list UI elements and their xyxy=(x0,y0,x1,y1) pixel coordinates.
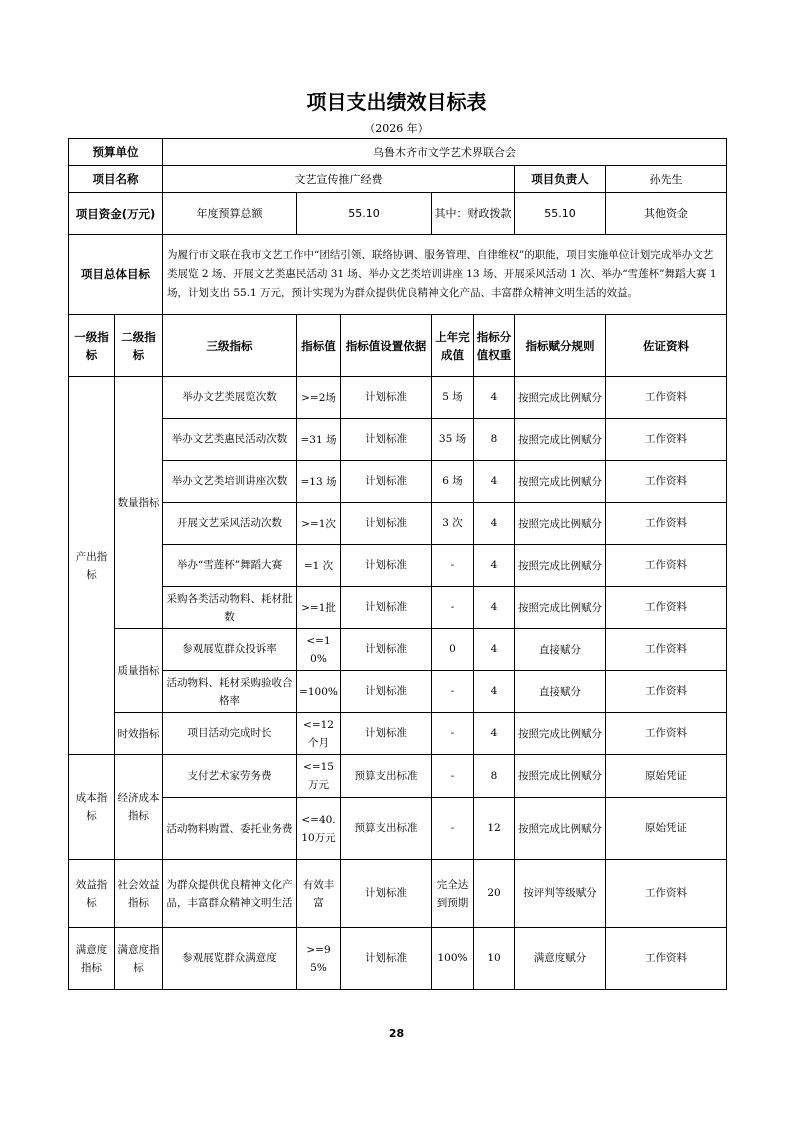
indicator-value: >=1批 xyxy=(297,587,341,629)
indicator-name: 参观展览群众满意度 xyxy=(163,928,297,990)
indicator-value: =100% xyxy=(297,671,341,713)
indicator-evidence: 工作资料 xyxy=(606,928,727,990)
indicator-basis: 计划标准 xyxy=(341,713,432,755)
indicator-evidence: 工作资料 xyxy=(606,671,727,713)
group-benefit: 效益指标 xyxy=(69,860,115,928)
indicator-basis: 计划标准 xyxy=(341,671,432,713)
funds-fiscal-label: 其中：财政拨款 xyxy=(432,193,515,235)
header-level1: 一级指标 xyxy=(69,315,115,377)
group-satisfaction-2: 满意度指标 xyxy=(115,928,163,990)
funds-label: 项目资金(万元) xyxy=(69,193,163,235)
indicator-last: 5 场 xyxy=(432,377,474,419)
indicator-last: 完全达到预期 xyxy=(432,860,474,928)
indicator-evidence: 工作资料 xyxy=(606,713,727,755)
indicator-basis: 计划标准 xyxy=(341,503,432,545)
table-row xyxy=(69,461,727,503)
indicator-last: - xyxy=(432,587,474,629)
indicator-basis: 计划标准 xyxy=(341,860,432,928)
indicator-value: <=40.10万元 xyxy=(297,798,341,860)
project-value: 文艺宣传推广经费 xyxy=(163,166,515,193)
indicator-name: 采购各类活动物料、耗材批数 xyxy=(163,587,297,629)
indicator-value: =1 次 xyxy=(297,545,341,587)
header-basis: 指标值设置依据 xyxy=(341,315,432,377)
indicator-last: - xyxy=(432,713,474,755)
indicator-rule: 按照完成比例赋分 xyxy=(515,755,606,798)
indicator-rule: 按照完成比例赋分 xyxy=(515,461,606,503)
indicator-last: - xyxy=(432,755,474,798)
indicator-value: >=2场 xyxy=(297,377,341,419)
indicator-rule: 满意度赋分 xyxy=(515,928,606,990)
owner-value: 孙先生 xyxy=(606,166,727,193)
indicator-weight: 4 xyxy=(474,587,515,629)
indicator-weight: 4 xyxy=(474,713,515,755)
table-row xyxy=(69,928,727,990)
indicator-last: 35 场 xyxy=(432,419,474,461)
indicator-basis: 计划标准 xyxy=(341,928,432,990)
indicator-value: >=95% xyxy=(297,928,341,990)
group-social: 社会效益指标 xyxy=(115,860,163,928)
header-row xyxy=(69,315,727,377)
group-satisfaction: 满意度指标 xyxy=(69,928,115,990)
indicator-rule: 按照完成比例赋分 xyxy=(515,798,606,860)
indicator-evidence: 原始凭证 xyxy=(606,755,727,798)
indicator-evidence: 工作资料 xyxy=(606,503,727,545)
group-quantity: 数量指标 xyxy=(115,377,163,629)
funds-total: 55.10 xyxy=(297,193,432,235)
indicator-value: =31 场 xyxy=(297,419,341,461)
header-weight: 指标分值权重 xyxy=(474,315,515,377)
group-quality: 质量指标 xyxy=(115,629,163,713)
owner-label: 项目负责人 xyxy=(515,166,606,193)
indicator-weight: 8 xyxy=(474,755,515,798)
header-evidence: 佐证资料 xyxy=(606,315,727,377)
indicator-evidence: 工作资料 xyxy=(606,377,727,419)
indicator-name: 举办文艺类展览次数 xyxy=(163,377,297,419)
project-label: 项目名称 xyxy=(69,166,163,193)
indicator-last: 100% xyxy=(432,928,474,990)
funds-fiscal: 55.10 xyxy=(515,193,606,235)
indicator-basis: 计划标准 xyxy=(341,545,432,587)
project-row xyxy=(69,166,727,193)
page-number: 28 xyxy=(388,1027,405,1040)
indicator-evidence: 工作资料 xyxy=(606,629,727,671)
indicator-weight: 4 xyxy=(474,629,515,671)
indicator-name: 支付艺术家劳务费 xyxy=(163,755,297,798)
goal-row xyxy=(69,235,727,315)
table-row xyxy=(69,798,727,860)
indicator-rule: 按照完成比例赋分 xyxy=(515,503,606,545)
indicator-last: - xyxy=(432,671,474,713)
indicator-last: 0 xyxy=(432,629,474,671)
group-economic: 经济成本指标 xyxy=(115,755,163,860)
indicator-basis: 计划标准 xyxy=(341,461,432,503)
indicator-value: =13 场 xyxy=(297,461,341,503)
indicator-rule: 按照完成比例赋分 xyxy=(515,587,606,629)
table-row xyxy=(69,587,727,629)
indicator-rule: 按照完成比例赋分 xyxy=(515,713,606,755)
indicator-weight: 4 xyxy=(474,503,515,545)
indicator-evidence: 原始凭证 xyxy=(606,798,727,860)
indicator-weight: 20 xyxy=(474,860,515,928)
group-cost: 成本指标 xyxy=(69,755,115,860)
indicator-rule: 直接赋分 xyxy=(515,671,606,713)
table-row xyxy=(69,755,727,798)
table-row xyxy=(69,503,727,545)
indicator-weight: 10 xyxy=(474,928,515,990)
indicator-evidence: 工作资料 xyxy=(606,461,727,503)
indicator-name: 举办文艺类惠民活动次数 xyxy=(163,419,297,461)
indicator-name: 为群众提供优良精神文化产品，丰富群众精神文明生活 xyxy=(163,860,297,928)
indicator-last: 6 场 xyxy=(432,461,474,503)
indicator-rule: 按照完成比例赋分 xyxy=(515,419,606,461)
indicator-name: 举办文艺类培训讲座次数 xyxy=(163,461,297,503)
indicator-rule: 按照完成比例赋分 xyxy=(515,545,606,587)
indicator-evidence: 工作资料 xyxy=(606,587,727,629)
indicator-name: 举办“雪莲杯”舞蹈大赛 xyxy=(163,545,297,587)
indicator-value: 有效丰富 xyxy=(297,860,341,928)
indicator-basis: 计划标准 xyxy=(341,419,432,461)
indicator-value: <=12个月 xyxy=(297,713,341,755)
table-row xyxy=(69,545,727,587)
indicator-name: 项目活动完成时长 xyxy=(163,713,297,755)
header-value: 指标值 xyxy=(297,315,341,377)
year-label: （2026 年） xyxy=(364,122,429,135)
table-row xyxy=(69,671,727,713)
indicator-evidence: 工作资料 xyxy=(606,419,727,461)
funds-row xyxy=(69,193,727,235)
unit-row xyxy=(69,139,727,166)
indicator-value: <=15万元 xyxy=(297,755,341,798)
indicator-weight: 8 xyxy=(474,419,515,461)
table-row xyxy=(69,713,727,755)
group-output: 产出指标 xyxy=(69,377,115,755)
indicator-last: - xyxy=(432,545,474,587)
goal-text: 为履行市文联在我市文艺工作中“团结引领、联络协调、服务管理、自律维权”的职能，项目实施单位计划完成举办文艺类展览 2 场、开展文艺类惠民活动 31 场、举办文艺类培训讲座 13 场、开展采风活动 1 次、举办“雪莲杯”舞蹈大赛 1 场，计划支出 55.1 万元，预计实现为为群众提供优良精神文化产品、丰富群众精神文明生活的效益。 xyxy=(163,235,727,315)
indicator-weight: 4 xyxy=(474,461,515,503)
indicator-rule: 直接赋分 xyxy=(515,629,606,671)
funds-other-label: 其他资金 xyxy=(606,193,727,235)
indicator-basis: 预算支出标准 xyxy=(341,755,432,798)
page-title: 项目支出绩效目标表 xyxy=(306,90,487,114)
indicator-weight: 12 xyxy=(474,798,515,860)
table-row xyxy=(69,860,727,928)
performance-table xyxy=(68,138,727,990)
indicator-weight: 4 xyxy=(474,545,515,587)
table-row xyxy=(69,419,727,461)
indicator-last: - xyxy=(432,798,474,860)
indicator-name: 开展文艺采风活动次数 xyxy=(163,503,297,545)
indicator-value: <=10% xyxy=(297,629,341,671)
indicator-basis: 预算支出标准 xyxy=(341,798,432,860)
goal-label: 项目总体目标 xyxy=(69,235,163,315)
unit-label: 预算单位 xyxy=(69,139,163,166)
indicator-evidence: 工作资料 xyxy=(606,860,727,928)
indicator-name: 活动物料购置、委托业务费 xyxy=(163,798,297,860)
header-last: 上年完成值 xyxy=(432,315,474,377)
indicator-evidence: 工作资料 xyxy=(606,545,727,587)
indicator-name: 活动物料、耗材采购验收合格率 xyxy=(163,671,297,713)
indicator-value: >=1次 xyxy=(297,503,341,545)
funds-total-label: 年度预算总额 xyxy=(163,193,297,235)
header-rule: 指标赋分规则 xyxy=(515,315,606,377)
indicator-weight: 4 xyxy=(474,671,515,713)
table-row xyxy=(69,629,727,671)
header-level2: 二级指标 xyxy=(115,315,163,377)
indicator-rule: 按照完成比例赋分 xyxy=(515,377,606,419)
unit-value: 乌鲁木齐市文学艺术界联合会 xyxy=(163,139,727,166)
indicator-basis: 计划标准 xyxy=(341,629,432,671)
indicator-weight: 4 xyxy=(474,377,515,419)
indicator-rule: 按评判等级赋分 xyxy=(515,860,606,928)
indicator-basis: 计划标准 xyxy=(341,587,432,629)
group-timeliness: 时效指标 xyxy=(115,713,163,755)
table-row xyxy=(69,377,727,419)
indicator-basis: 计划标准 xyxy=(341,377,432,419)
header-level3: 三级指标 xyxy=(163,315,297,377)
indicator-last: 3 次 xyxy=(432,503,474,545)
indicator-name: 参观展览群众投诉率 xyxy=(163,629,297,671)
